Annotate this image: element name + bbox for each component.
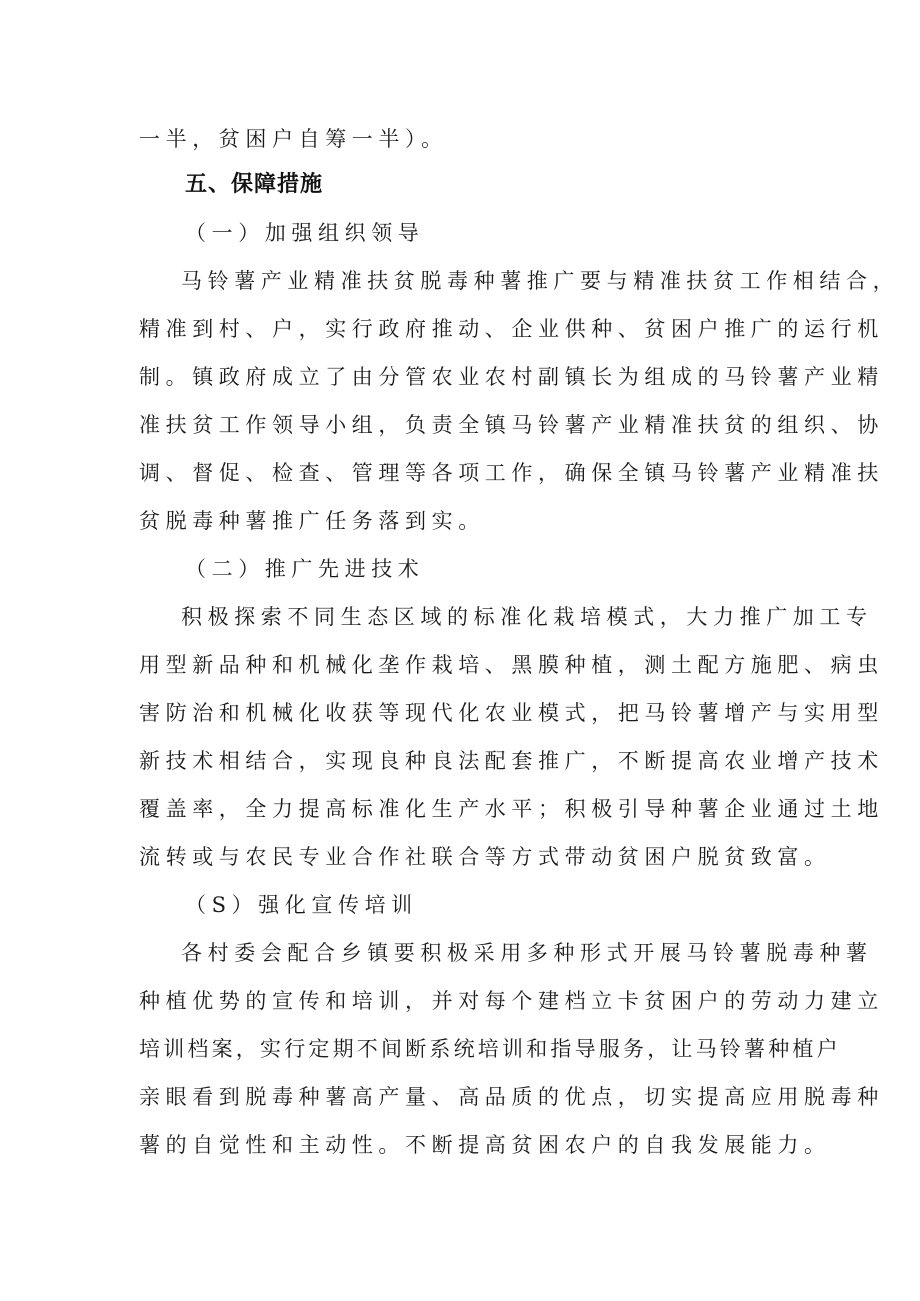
paragraph-line: 害防治和机械化收获等现代化农业模式，把马铃薯增产与实用型 <box>139 701 884 725</box>
subheading-publicity-training: （S）强化宣传培训 <box>185 893 418 917</box>
paragraph-line: 马铃薯产业精准扶贫脱毒种薯推广要与精准扶贫工作相结合， <box>181 269 900 293</box>
paragraph-line: 贫脱毒种薯推广任务落到实。 <box>139 509 485 533</box>
subheading-organization-leadership: （一）加强组织领导 <box>185 221 425 245</box>
paragraph-line: 各村委会配合乡镇要积极采用多种形式开展马铃薯脱毒种薯 <box>181 941 873 965</box>
paragraph-line: 种植优势的宣传和培训，并对每个建档立卡贫困户的劳动力建立 <box>139 989 884 1013</box>
paragraph-line: 亲眼看到脱毒种薯高产量、高品质的优点，切实提高应用脱毒种 <box>139 1085 884 1109</box>
paragraph-line: 培训档案，实行定期不间断系统培训和指导服务，让马铃薯种植户 <box>139 1037 841 1061</box>
section-heading-safeguards: 五、保障措施 <box>185 172 324 197</box>
paragraph-line: 制。镇政府成立了由分管农业农村副镇长为组成的马铃薯产业精 <box>139 365 884 389</box>
paragraph-line: 积极探索不同生态区域的标准化栽培模式，大力推广加工专 <box>181 605 873 629</box>
paragraph-line: 新技术相结合，实现良种良法配套推广，不断提高农业增产技术 <box>139 749 884 773</box>
paragraph-line: 准扶贫工作领导小组，负责全镇马铃薯产业精准扶贫的组织、协 <box>139 413 884 437</box>
paragraph-line: 用型新品种和机械化垄作栽培、黑膜种植，测土配方施肥、病虫 <box>139 653 884 677</box>
paragraph-line: 薯的自觉性和主动性。不断提高贫困农户的自我发展能力。 <box>139 1133 831 1157</box>
body-line-continuation: 一半，贫困户自筹一半）。 <box>139 127 448 151</box>
paragraph-line: 调、督促、检查、管理等各项工作，确保全镇马铃薯产业精准扶 <box>139 461 884 485</box>
subheading-advanced-technology: （二）推广先进技术 <box>185 557 425 581</box>
paragraph-line: 精准到村、户，实行政府推动、企业供种、贫困户推广的运行机 <box>139 317 884 341</box>
paragraph-line: 覆盖率，全力提高标准化生产水平；积极引导种薯企业通过土地 <box>139 797 884 821</box>
paragraph-line: 流转或与农民专业合作社联合等方式带动贫困户脱贫致富。 <box>139 845 831 869</box>
